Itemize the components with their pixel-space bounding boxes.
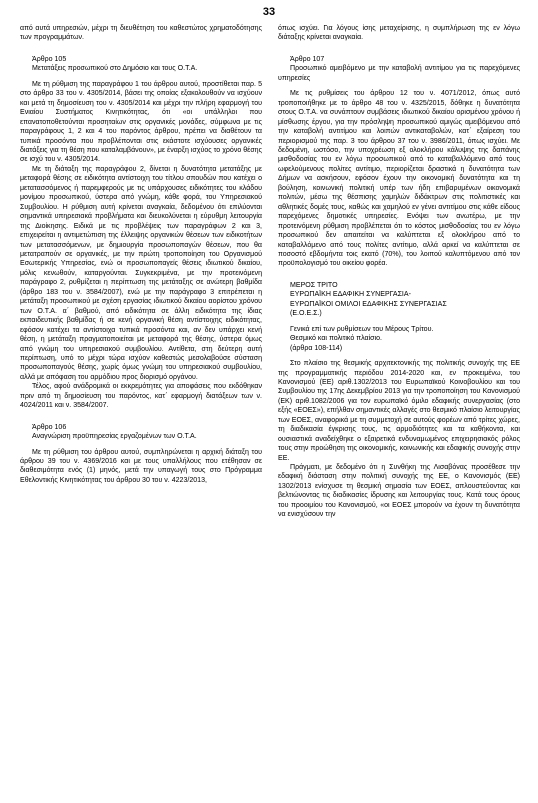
part-subheading-3: (άρθρα 108-114) <box>290 344 343 352</box>
article-105-title: Μετατάξεις προσωπικού στο Δημόσιο και τους Ο.Τ.Α. <box>32 65 198 73</box>
part-paragraph-2: Πράγματι, με δεδομένο ότι η Συνθήκη της Λισαβόνας προσέθεσε την εδαφική διάσταση στην πολιτική συνοχής της ΕΕ, ο Κανονισμός (ΕΕ) 1302/2013 ενίσχυσε τη θεσμική σημασία των ΕΟΕΣ, απλουστεύοντας και βελτιώνοντας τις διαδικασίες ίδρυσης και λειτουργίας τους. Κατά τους όρους του προοιμίου του Κανονισμού, «οι ΕΟΕΣ μπορούν να έχουν τη δυνατότητα να ενισχύσουν την <box>278 464 520 519</box>
article-107-number: Άρθρο 107 <box>290 55 325 63</box>
article-106-title: Αναγνώριση προϋπηρεσίας εργαζομένων των Ο.Τ.Α. <box>32 433 197 441</box>
right-column <box>278 24 520 520</box>
article-105-paragraph-2: Με τη διάταξη της παραγράφου 2, δίνεται η δυνατότητα μετατάξης με μεταφορά θέσης σε ειδικότητα αντίστοιχη του τίτλου σπουδών που κατέχει ο μετατασσόμενος ή παρεμφερούς με τις υπάρχουσες ειδικότητες του κλάδου μονίμου προσωπικού, ύστερα από γνώμη, κάθε φορά, του Υπηρεσιακού Συμβουλίου. Η ρύθμιση αυτή κρίνεται αναγκαία, δεδομένου ότι επιλύονται σημαντικά υπηρεσιακά προβλήματα και διευκολύνεται η εύρυθμη λειτουργία της Διοίκησης. Ειδικά με τις προβλέψεις των παραγράφων 2 και 3, επιχειρείται η αντιμετώπιση της έλλειψης οργανικών θέσεων των ειδικοτήτων των μετατασσόμενων, με δημιουργία προσωποπαγών θέσεων, που θα μετατραπούν σε οργανικές, με την πρώτη τροποποίηση του Οργανισμού Εσωτερικής Υπηρεσίας, ενώ οι προσωποπαγείς θέσεις ιδιωτικού δικαίου, μόλις κενωθούν, καταργούνται. Συγκεκριμένα, με την προτεινόμενη παράγραφο 2, ρυθμίζεται η περίπτωση της μετάταξης σε ανώτερη βαθμίδα (άρθρο 183 του ν. 3584/2007), ενώ με την παράγραφο 3 επιτρέπεται η μετάταξη προσωπικού με σχέση εργασίας ιδιωτικού δικαίου αορίστου χρόνου των Ο.Τ.Α. α΄ βαθμού, από ειδικότητα σε άλλη ειδικότητα της ίδιας εκπαιδευτικής βαθμίδας ή σε κενή οργανική θέση αντίστοιχης ειδικότητας, εφόσον κατέχει τα αντίστοιχα τυπικά προσόντα και, αν δεν υπάρχει κενή θέση, η μετάταξη πραγματοποιείται με μεταφορά της θέσης, ύστερα όμως από γνώμη του υπηρεσιακού συμβουλίου. Αντίθετα, στη δεύτερη αυτή περίπτωση, υπό το μέχρι τώρα ισχύον καθεστώς μεσολαβούσε σύσταση προσωποπαγούς θέσης, χωρίς όμως γνώμη του υπηρεσιακού συμβουλίου, αλλά με απόφαση του αρμόδιου προς διορισμό οργάνου. <box>20 165 262 381</box>
part-heading-3: ΕΥΡΩΠΑΪΚΟΙ ΟΜΙΛΟΙ ΕΔΑΦΙΚΗΣ ΣΥΝΕΡΓΑΣΙΑΣ <box>290 300 447 308</box>
part-subheading-2: Θεσμικό και πολιτικό πλαίσιο. <box>290 335 382 343</box>
part-heading-4: (Ε.Ο.Ε.Σ.) <box>290 310 322 318</box>
part-heading-1: ΜΕΡΟΣ ΤΡΙΤΟ <box>290 281 338 289</box>
right-top-paragraph: όπως ισχύει. Για λόγους ίσης μεταχείρισης, η συμπλήρωση της εν λόγω διάταξης κρίνεται αναγκαία. <box>278 25 520 42</box>
article-105-number: Άρθρο 105 <box>32 55 67 63</box>
left-top-paragraph: από αυτά υπηρεσιών, μέχρι τη διευθέτηση του καθεστώτος χρηματοδότησης των προγραμμάτων. <box>20 25 262 42</box>
article-106-paragraph-1: Με τη ρύθμιση του άρθρου αυτού, συμπληρώνεται η αρχική διάταξη του άρθρου 39 του ν. 4369/2016 και με τους υπαλλήλους που ετέθησαν σε διαθεσιμότητα ενός (1) μηνός, μετά την υπαγωγή τους στο Πρόγραμμα Εθελοντικής Κινητικότητας του άρθρου 30 του ν. 4223/2013, <box>20 448 262 484</box>
article-105-paragraph-1: Με τη ρύθμιση της παραγράφου 1 του άρθρου αυτού, προστίθεται παρ. 5 στο άρθρο 33 του ν. 4305/2014, βάσει της οποίας εξακολουθούν να ισχύουν και μετά τη δημοσίευση του ν. 4305/2014 και μέχρι την πλήρη εφαρμογή του Ενιαίου Συστήματος Κινητικότητας, ότι «οι υπάλληλοι που επανατοποθετούνται προσηταίων στις οργανικές μονάδες, σύμφωνα με τις παραγράφους 1, 2 και 4 του παρόντος άρθρου, πρέπει να διαθέτουν τα τυπικά προσόντα που προβλέπονται στις εκάστοτε ισχύουσες οργανικές διατάξεις για τη θέση που καταλαμβάνουν», με έναρξη ισχύος το χρόνο θέσης σε ισχύ του ν. 4305/2014. <box>20 80 262 164</box>
page-number: 33 <box>262 6 276 18</box>
part-heading-2: ΕΥΡΩΠΑΪΚΗ ΕΔΑΦΙΚΗ ΣΥΝΕΡΓΑΣΙΑ- <box>290 291 411 299</box>
article-105-paragraph-3: Τέλος, αφού ανάδρομικά οι εκκρεμότητες για αποφάσεις που εκδόθηκαν πριν από τη δημοσίευση του παρόντος, κατ΄ εφαρμογή διατάξεων των ν. 4024/2011 και ν. 3584/2007. <box>20 383 262 410</box>
left-column <box>20 24 262 485</box>
part-paragraph-1: Στο πλαίσιο της θεσμικής αρχιτεκτονικής της πολιτικής συνοχής της ΕΕ της προγραμματικής περιόδου 2014-2020 και, εν προκειμένω, του Κανονισμού (ΕΕ) αριθ.1302/2013 του Ευρωπαϊκού Κοινοβουλίου και του Συμβουλίου της 17ης Δεκεμβρίου 2013 για την τροποποίηση του Κανονισμού (ΕΚ) αριθ.1082/2006 για τον ευρωπαϊκό όμιλο εδαφικής συνεργασίας (στο εξής «ΕΟΕΣ»), επήλθαν σημαντικές αλλαγές στο θεσμικό πλαίσιο λειτουργίας των ΕΟΕΣ, αναφορικά με τη συμμετοχή σε αυτούς φορέων από τρίτες χώρες, τη διαδικασία έγκρισης τους, τις αρμοδιότητες και τα καθήκοντα, και ουσιαστικά αναδείχθηκε ο εξαιρετικά ενδυναμωμένος επιχειρησιακός ρόλος τους στην προώθηση της οικονομικής, κοινωνικής και εδαφικής συνοχής στην ΕΕ. <box>278 360 520 462</box>
article-106-number: Άρθρο 106 <box>32 423 67 431</box>
article-107-title: Προσωπικό αμειβόμενο με την καταβολή αντιτίμου για τις παρεχόμενες υπηρεσίες <box>278 65 520 82</box>
part-subheading-1: Γενικά επί των ρυθμίσεων του Μέρους Τρίτου. <box>290 325 434 333</box>
article-107-paragraph-1: Με τις ρυθμίσεις του άρθρου 12 του ν. 4071/2012, όπως αυτό τροποποιήθηκε με το άρθρο 48 του ν. 4325/2015, δόθηκε η δυνατότητα στους Ο.Τ.Α. να συνάπτουν συμβάσεις ιδιωτικού δικαίου ορισμένου χρόνου ή μίσθωσης έργου, για την πρόσληψη προσωπικού αμιγώς αμειβόμενου από την καταβολή αντιτίμου και λοιπών αντικαταβολών, κατ΄ εξαίρεση του περιορισμού της παρ. 3 του άρθρου 37 του ν. 3986/2011, όπως ισχύει. Με δεδομένη, ωστόσο, την υποχρέωση εξ ολοκλήρου κάλυψης της δαπάνης μισθοδοσίας του εν λόγω προσωπικού από το καταβαλλόμενο από τους ωφελούμενους πολίτες αντίτιμο, περιορίζεται δραστικά η δυνατότητα των Δήμων να ασκήσουν, εφόσον έχουν την οικονομική δυνατότητα και τη βούληση, κοινωνική πολιτική υπέρ των ήδη επιβαρυμένων οικονομικά πολιτών, μέσω της θέσπισης χαμηλών διδάκτρων στις πολιτιστικές και αθλητικές δομές τους, καθώς και χαμηλού εν γένει αντιτίμου στις κάθε είδους παρεχόμενες δημοτικές υπηρεσίες. Ενόψει των ανωτέρω, με την προτεινόμενη ρύθμιση προβλέπεται ότι το κόστος μισθοδοσίας του εν λόγω προσωπικού δεν απαιτείται να καλύπτεται εξ ολοκλήρου από το καταβαλλόμενο από τους πολίτες αντίτιμο, αλλά αρκεί να καλύπτεται σε ποσοστό εβδομήντα τοις εκατό (70%), του λοιπού καλυπτόμενου από τον προϋπολογισμό του οικείου φορέα. <box>278 90 520 268</box>
